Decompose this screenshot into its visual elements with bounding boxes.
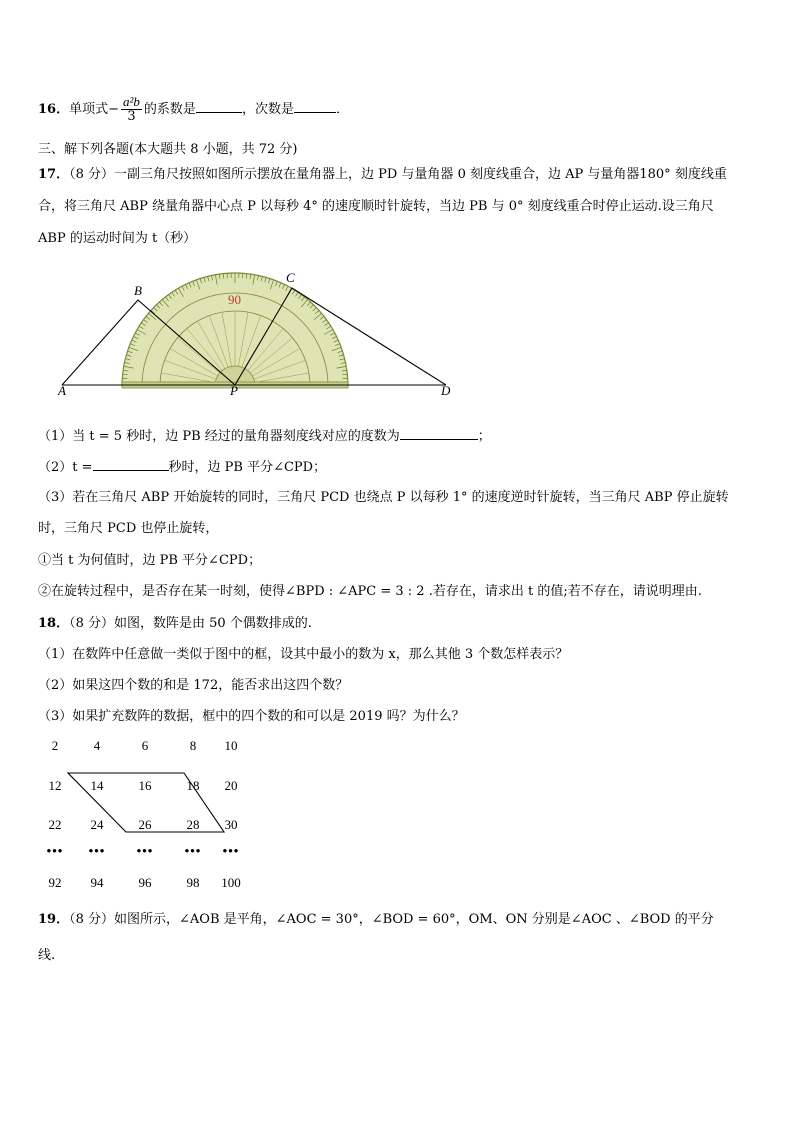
grid-cell: 24 [90,817,104,832]
q19-score: （8 分） [69,912,114,927]
grid-cell: ••• [222,843,240,858]
q19-number: 19． [38,912,70,927]
grid-cell: 20 [224,778,238,793]
q16-blank-1[interactable] [196,98,242,113]
grid-cell: 2 [51,738,59,753]
q17-score: （8 分） [69,167,114,182]
grid-cell: ••• [136,843,154,858]
grid-cell: 6 [141,738,149,753]
grid-cell: 92 [48,875,62,890]
grid-cell: 96 [138,875,152,890]
section-title: 三、解下列各题(本大题共 8 小题，共 72 分) [38,142,298,157]
q17-p2-post: 秒时，边 PB 平分∠CPD； [168,460,327,475]
label-90: 90 [228,292,241,307]
q17-text1: 一副三角尺按照如图所示摆放在量角器上，边 PD 与量角器 0 刻度线重合，边 AP 与量角器180° 刻度线重 [114,167,727,182]
label-B: B [134,283,142,298]
grid-cell: 4 [93,738,101,753]
grid-cell: 10 [224,738,238,753]
q17-line3: ABP 的运动时间为 t（秒） [38,231,197,246]
grid-cell: 94 [90,875,104,890]
q17-p1-blank[interactable] [400,425,478,440]
q18-p1: （1）在数阵中任意做一类似于图中的框，设其中最小的数为 x，那么其他 3 个数怎样表示？ [38,647,569,662]
label-P: P [230,383,238,398]
grid-cell: 30 [224,817,238,832]
number-grid [38,730,268,900]
q16-fraction [121,95,142,124]
grid-cell: 22 [48,817,62,832]
grid-cell: 28 [186,817,200,832]
q17-p3-line2: 时，三角尺 PCD 也停止旋转， [38,521,219,536]
grid-cell: 14 [90,778,104,793]
q17-p3-a: ①当 t 为何值时，边 PB 平分∠CPD； [38,553,262,568]
grid-cell: ••• [184,843,202,858]
grid-cell: 26 [138,817,152,832]
q18-p2: （2）如果这四个数的和是 172，能否求出这四个数？ [38,678,349,693]
protractor-figure [50,266,470,401]
q17-p2-blank[interactable] [93,456,169,471]
q17-p2 [38,456,326,478]
q19-line1 [38,910,714,930]
q18-p3: （3）如果扩充数阵的数据，框中的四个数的和可以是 2019 吗？为什么？ [38,709,465,724]
grid-cell: 18 [186,778,200,793]
q16-frac-den: 3 [127,109,136,124]
q17-p1 [38,425,491,447]
q18-line [38,614,312,634]
q16-line [38,95,349,124]
q17-p3-line1: （3）若在三角尺 ABP 开始旋转的同时，三角尺 PCD 也绕点 P 以每秒 1° 的速度逆时针旋转，当三角尺 ABP 停止旋转 [38,490,729,505]
q19-text1: 如图所示，∠AOB 是平角，∠AOC = 30°，∠BOD = 60°，OM、ON 分别是∠AOC 、∠BOD 的平分 [114,912,714,927]
q17-line2: 合，将三角尺 ABP 绕量角器中心点 P 以每秒 4° 的速度顺时针旋转，当边 PB 与 0° 刻度线重合时停止运动.设三角尺 [38,199,714,214]
grid-cell: ••• [88,843,106,858]
q17-p1-text: （1）当 t = 5 秒时，边 PB 经过的量角器刻度线对应的度数为 [38,429,400,444]
q17-line1 [38,165,727,185]
q16-blank-2[interactable] [294,98,336,113]
q18-score: （8 分） [69,616,114,631]
q17-p1-end: ； [477,429,491,444]
q16-pre: 单项式 [69,102,109,117]
q16-mid2: ，次数是 [241,102,294,117]
q16-number: 16． [38,102,70,117]
label-D: D [441,383,451,398]
q18-intro: 如图，数阵是由 50 个偶数排成的. [114,616,312,631]
q18-number: 18． [38,616,70,631]
q19-line2: 线. [38,948,56,963]
grid-cell: 16 [138,778,152,793]
grid-cell: 98 [186,875,200,890]
grid-cell: ••• [46,843,64,858]
label-C: C [286,270,295,285]
grid-cell: 100 [221,875,241,890]
q17-p3-b: ②在旋转过程中，是否存在某一时刻，使得∠BPD : ∠APC = 3 : 2 .若存在，请求出 t 的值;若不存在，请说明理由. [38,584,702,599]
q16-mid: 的系数是 [143,102,196,117]
grid-cell: 8 [189,738,197,753]
q17-number: 17． [38,167,70,182]
q16-minus: − [108,102,120,117]
label-A: A [58,383,66,398]
q16-frac-num: a²b [123,94,140,109]
q17-p2-pre: （2）t = [38,460,93,475]
grid-cell: 12 [48,778,62,793]
q16-end: ． [335,102,349,117]
